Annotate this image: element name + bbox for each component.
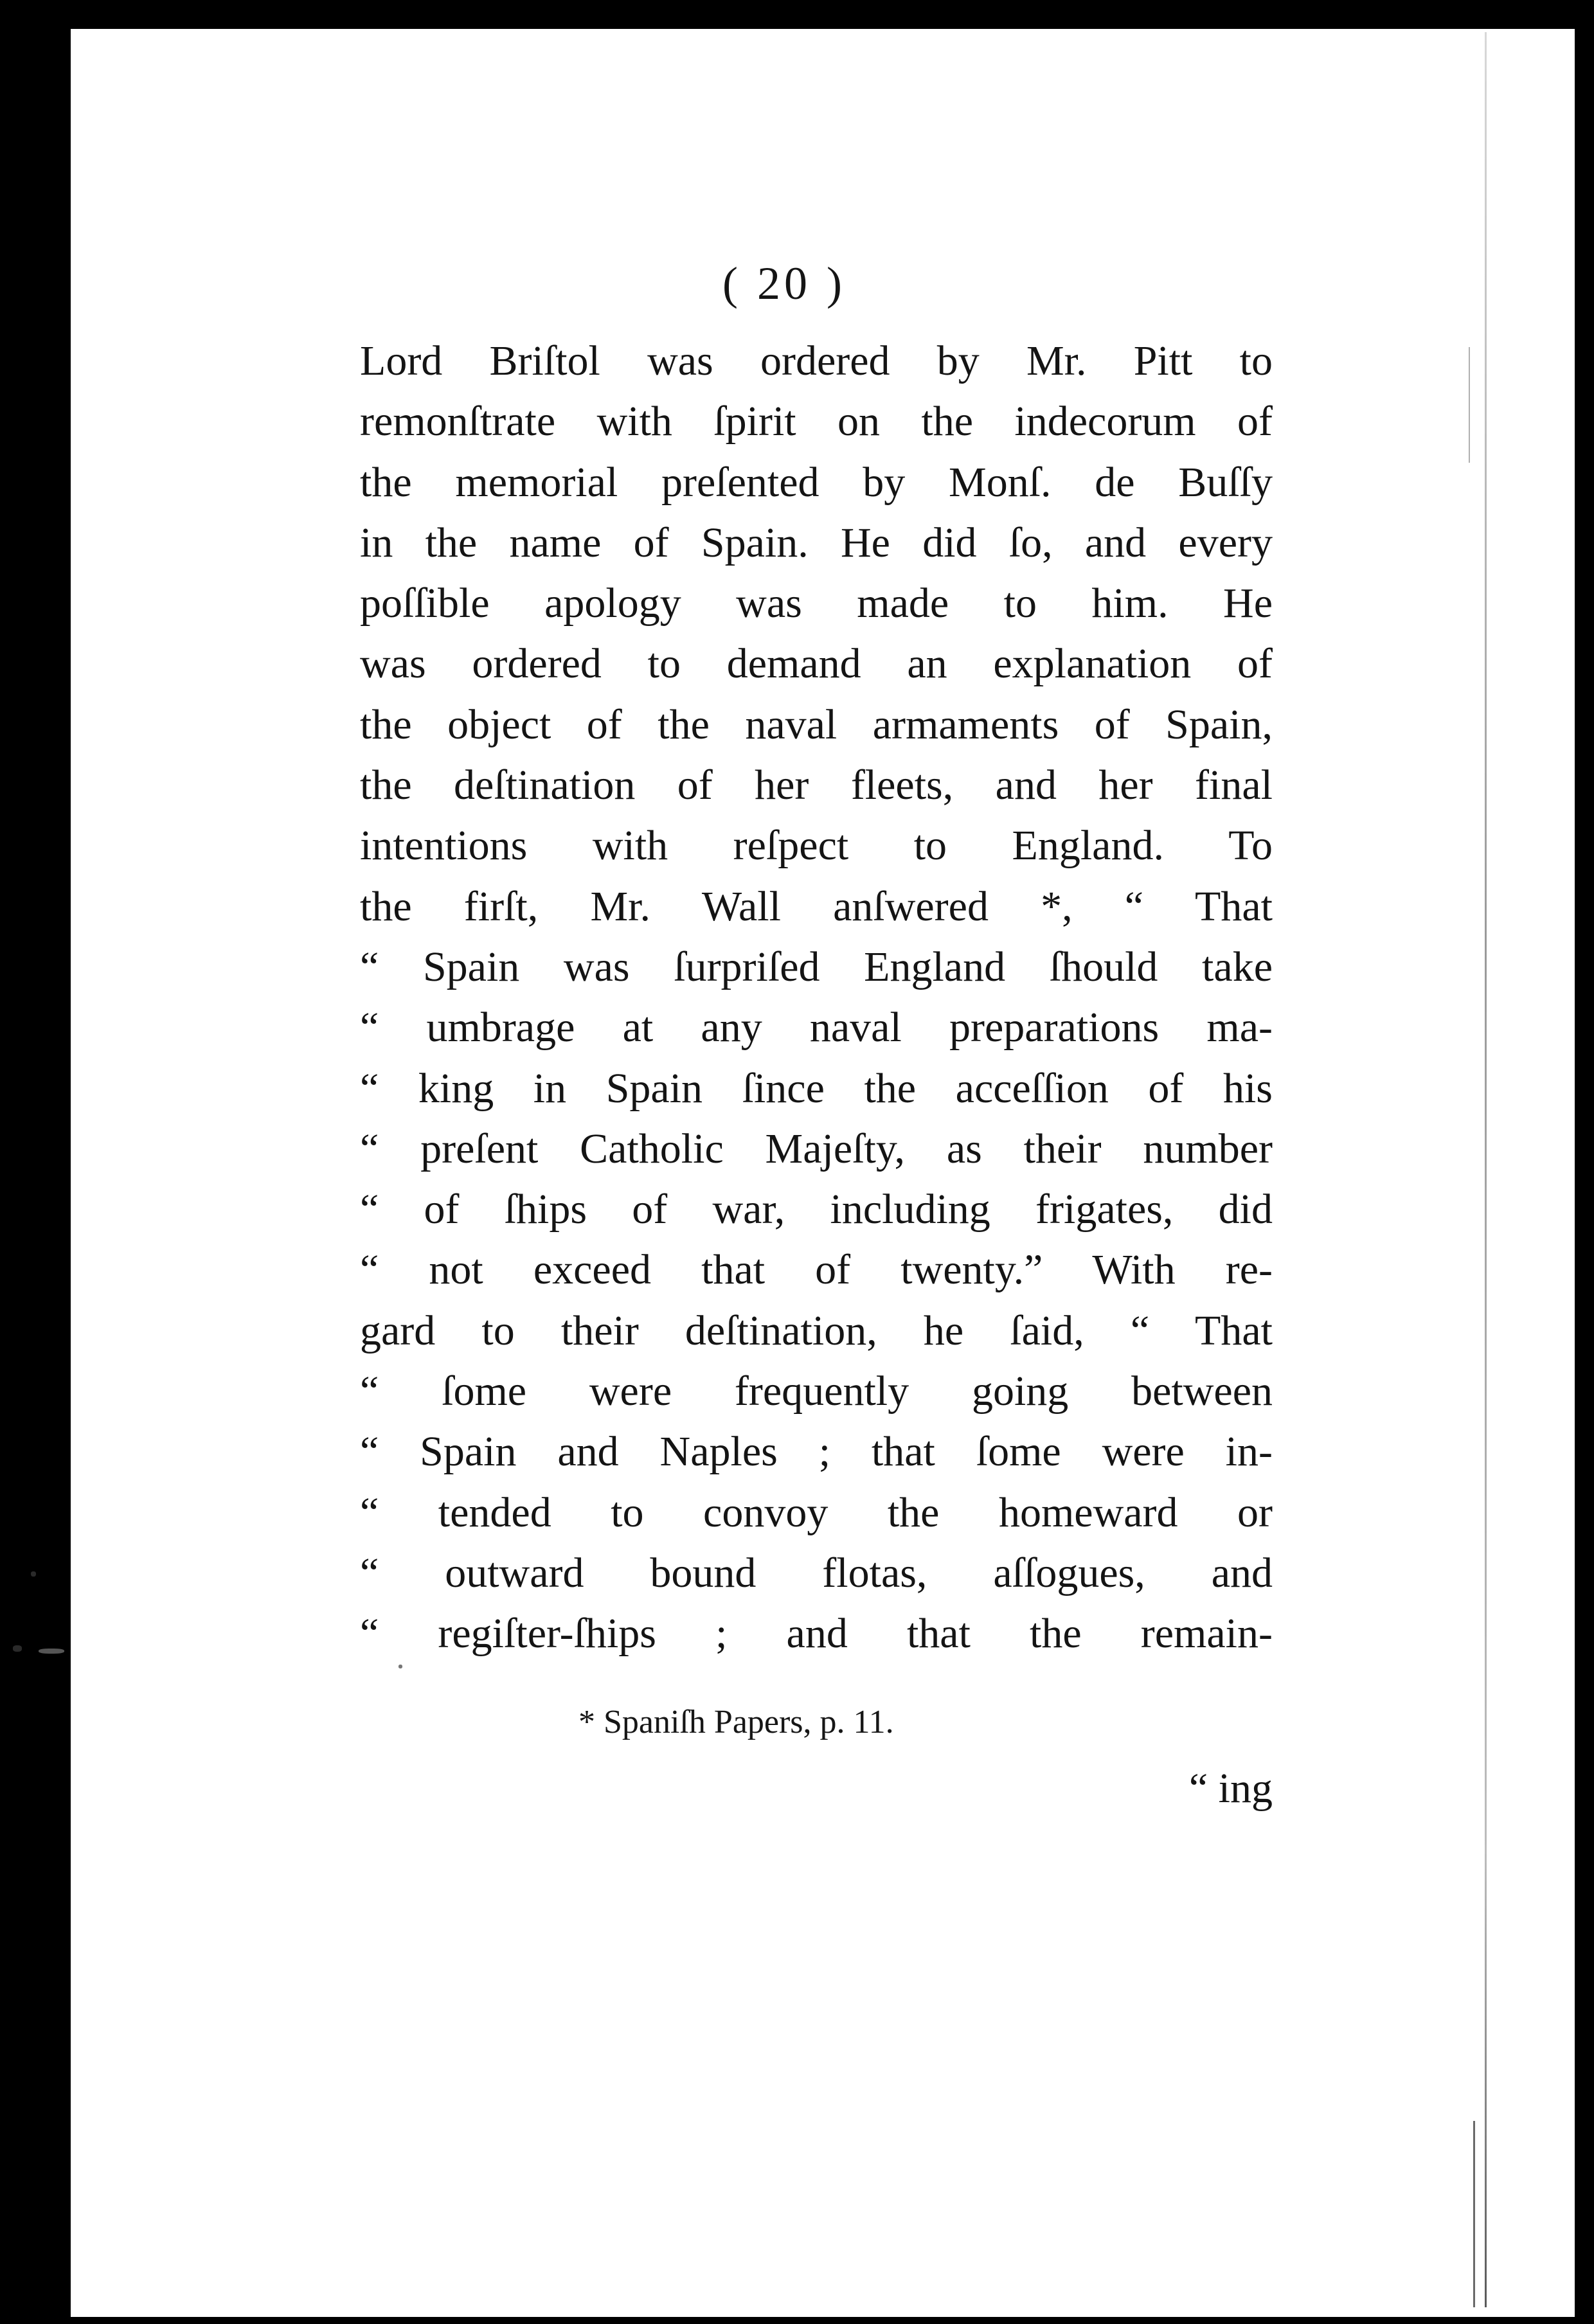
text-line: “ of ſhips of war, including frigates, did xyxy=(360,1186,1273,1233)
text-line: “ preſent Catholic Majeſty, as their number xyxy=(360,1125,1273,1172)
text-line: the memorial preſented by Monſ. de Buſſy xyxy=(360,458,1273,506)
page-number: ( 20 ) xyxy=(722,258,846,309)
footnote: * Spaniſh Papers, p. 11. xyxy=(578,1704,894,1740)
text-line: “ umbrage at any naval preparations ma- xyxy=(360,1004,1273,1051)
catchword: “ ing xyxy=(1188,1765,1273,1812)
text-line: “ tended to convoy the homeward or xyxy=(360,1488,1273,1536)
text-line: gard to their deſtination, he ſaid, “ That xyxy=(360,1307,1273,1354)
text-line: Lord Briſtol was ordered by Mr. Pitt to xyxy=(360,337,1273,384)
margin-speck xyxy=(31,1571,36,1577)
text-line: “ outward bound flotas, aſſogues, and xyxy=(360,1549,1273,1596)
gutter-fold-line xyxy=(1485,32,1487,2307)
margin-speck xyxy=(39,1649,64,1654)
text-line: “ regiſter-ſhips ; and that the remain- xyxy=(360,1610,1273,1658)
margin-speck xyxy=(398,1665,402,1668)
gutter-shadow xyxy=(1473,2121,1475,2307)
text-line: “ king in Spain ſince the acceſſion of his xyxy=(360,1064,1273,1112)
text-line: “ Spain was ſurpriſed England ſhould take xyxy=(360,943,1273,990)
text-line: “ ſome were frequently going between xyxy=(360,1368,1273,1415)
text-line: intentions with reſpect to England. To xyxy=(360,822,1273,870)
text-line: poſſible apology was made to him. He xyxy=(360,580,1273,627)
text-line: “ Spain and Naples ; that ſome were in- xyxy=(360,1428,1273,1476)
text-line: the object of the naval armaments of Spain, xyxy=(360,701,1273,748)
text-line: the deſtination of her fleets, and her final xyxy=(360,762,1273,809)
text-line: the firſt, Mr. Wall anſwered *, “ That xyxy=(360,882,1273,930)
gutter-mark xyxy=(1469,347,1470,463)
body-text xyxy=(360,331,1273,1665)
text-line: remonſtrate with ſpirit on the indecorum of xyxy=(360,398,1273,445)
text-line: “ not exceed that of twenty.” With re- xyxy=(360,1246,1273,1294)
text-line: in the name of Spain. He did ſo, and every xyxy=(360,519,1273,566)
margin-speck xyxy=(13,1645,22,1652)
text-line: was ordered to demand an explanation of xyxy=(360,640,1273,688)
